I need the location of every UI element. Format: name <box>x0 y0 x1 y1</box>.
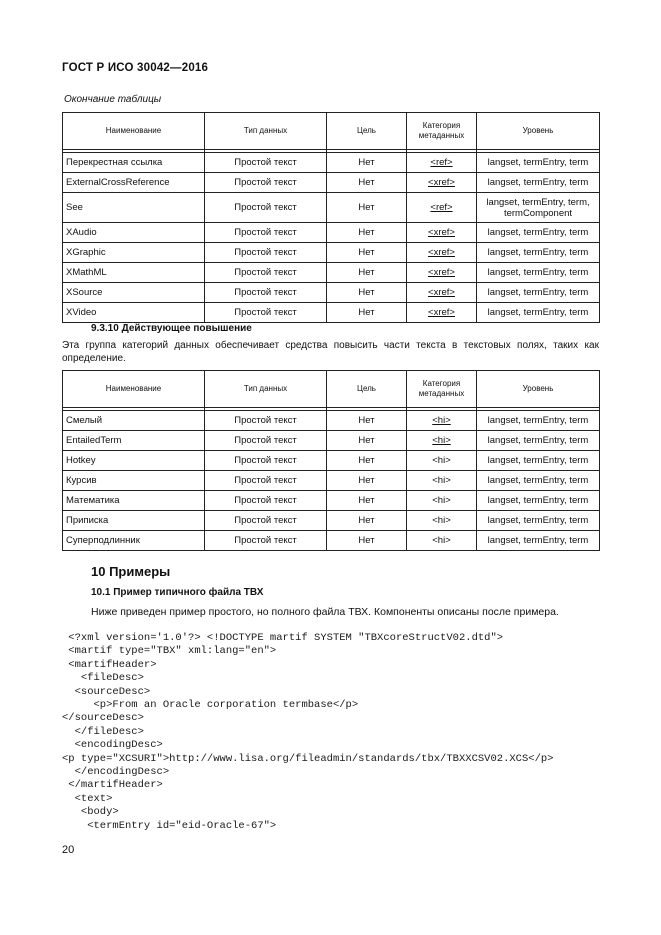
cell-category <box>407 243 477 263</box>
col-header-type: Тип данных <box>205 113 327 150</box>
section-9-3-10-text: Эта группа категорий данных обеспечивает средства повысить части текста в текстовых полях, таких как определение. <box>62 340 599 364</box>
category-link: <xref> <box>428 227 455 238</box>
code-line: </encodingDesc> <box>62 766 170 778</box>
table-continuation-note: Окончание таблицы <box>64 94 162 105</box>
category-link: <hi> <box>432 415 451 426</box>
cell-level: langset, termEntry, term <box>477 431 600 451</box>
table-header-row <box>63 371 600 408</box>
cell-name: XVideo <box>63 303 205 323</box>
cell-name: XGraphic <box>63 243 205 263</box>
table-row <box>63 531 600 551</box>
cell-name: Приписка <box>63 511 205 531</box>
cell-level: langset, termEntry, term <box>477 283 600 303</box>
cell-name: Смелый <box>63 411 205 431</box>
table-row <box>63 153 600 173</box>
cell-category <box>407 153 477 173</box>
cell-name: Математика <box>63 491 205 511</box>
category-link: <ref> <box>430 202 453 213</box>
cell-category <box>407 431 477 451</box>
cell-target: Нет <box>327 243 407 263</box>
cell-name: See <box>63 193 205 223</box>
section-10-1-text: Ниже приведен пример простого, но полного файла ТВХ. Компоненты описаны после примера. <box>91 606 559 618</box>
cell-name: ExternalCrossReference <box>63 173 205 193</box>
code-line: <termEntry id="eid-Oracle-67"> <box>62 819 277 832</box>
section-10-1-title: 10.1 Пример типичного файла ТВХ <box>91 587 264 598</box>
cell-category <box>407 223 477 243</box>
cell-level: langset, termEntry, term <box>477 511 600 531</box>
table-row <box>63 243 600 263</box>
categories-table-1 <box>62 112 600 323</box>
cell-type: Простой текст <box>205 531 327 551</box>
cell-level: langset, termEntry, term <box>477 173 600 193</box>
cell-target: Нет <box>327 303 407 323</box>
cell-type: Простой текст <box>205 411 327 431</box>
cell-level: langset, termEntry, term <box>477 303 600 323</box>
table-row <box>63 431 600 451</box>
cell-name: XSource <box>63 283 205 303</box>
cell-category <box>407 283 477 303</box>
col-header-name: Наименование <box>63 371 205 408</box>
cell-target: Нет <box>327 173 407 193</box>
code-line: <p>From an Oracle corporation termbase</p> <box>62 699 359 711</box>
cell-type: Простой текст <box>205 193 327 223</box>
table-row <box>63 223 600 243</box>
cell-category <box>407 411 477 431</box>
cell-target: Нет <box>327 531 407 551</box>
cell-type: Простой текст <box>205 243 327 263</box>
table-row <box>63 283 600 303</box>
code-line: <martif type="TBX" xml:lang="en"> <box>62 645 277 658</box>
cell-level: langset, termEntry, term <box>477 451 600 471</box>
table-header-row <box>63 113 600 150</box>
cell-type: Простой текст <box>205 303 327 323</box>
cell-level: langset, termEntry, term <box>477 223 600 243</box>
cell-target: Нет <box>327 263 407 283</box>
cell-name: Суперподлинник <box>63 531 205 551</box>
cell-level: langset, termEntry, term <box>477 491 600 511</box>
cell-type: Простой текст <box>205 451 327 471</box>
cell-category: <hi> <box>407 491 477 511</box>
category-link: <xref> <box>428 247 455 258</box>
cell-level: langset, termEntry, term <box>477 243 600 263</box>
code-line: <encodingDesc> <box>62 739 163 752</box>
cell-name: XMathML <box>63 263 205 283</box>
col-header-level: Уровень <box>477 371 600 408</box>
table-row <box>63 491 600 511</box>
cell-category: <hi> <box>407 531 477 551</box>
cell-name: Перекрестная ссылка <box>63 153 205 173</box>
code-line: <martifHeader> <box>62 658 157 671</box>
cell-target: Нет <box>327 223 407 243</box>
category-link: <xref> <box>428 287 455 298</box>
cell-level: langset, termEntry, term <box>477 471 600 491</box>
category-link: <ref> <box>430 157 453 168</box>
cell-type: Простой текст <box>205 173 327 193</box>
table-row <box>63 303 600 323</box>
page-number: 20 <box>62 844 75 856</box>
cell-name: Курсив <box>63 471 205 491</box>
cell-type: Простой текст <box>205 153 327 173</box>
cell-category: <hi> <box>407 471 477 491</box>
col-header-target: Цель <box>327 371 407 408</box>
code-line: <p type="XCSURI">http://www.lisa.org/fileadmin/standards/tbx/TBXXCSV02.XCS</p> <box>62 752 554 765</box>
cell-target: Нет <box>327 411 407 431</box>
cell-type: Простой текст <box>205 471 327 491</box>
table-row <box>63 451 600 471</box>
cell-category <box>407 303 477 323</box>
cell-type: Простой текст <box>205 511 327 531</box>
table-row <box>63 511 600 531</box>
categories-table-2 <box>62 370 600 551</box>
code-line: <text> <box>62 792 113 805</box>
code-line: </sourceDesc> <box>62 712 144 725</box>
category-link: <xref> <box>428 267 455 278</box>
cell-target: Нет <box>327 431 407 451</box>
cell-target: Нет <box>327 451 407 471</box>
col-header-level: Уровень <box>477 113 600 150</box>
cell-name: EntailedTerm <box>63 431 205 451</box>
cell-level: langset, termEntry, term <box>477 153 600 173</box>
cell-type: Простой текст <box>205 263 327 283</box>
cell-level: langset, termEntry, term <box>477 411 600 431</box>
cell-category <box>407 173 477 193</box>
cell-category <box>407 263 477 283</box>
code-line: <sourceDesc> <box>62 685 151 698</box>
col-header-type: Тип данных <box>205 371 327 408</box>
code-line: <body> <box>62 806 119 819</box>
table-row <box>63 471 600 491</box>
section-9-3-10-title: 9.3.10 Действующее повышение <box>91 323 252 334</box>
cell-target: Нет <box>327 283 407 303</box>
cell-target: Нет <box>327 153 407 173</box>
cell-level: langset, termEntry, term <box>477 531 600 551</box>
category-link: <xref> <box>428 177 455 188</box>
col-header-category: Категория метаданных <box>407 371 477 408</box>
section-10-title: 10 Примеры <box>91 564 171 579</box>
cell-category: <hi> <box>407 451 477 471</box>
document-header: ГОСТ Р ИСО 30042—2016 <box>62 62 209 74</box>
cell-target: Нет <box>327 491 407 511</box>
cell-category: <hi> <box>407 511 477 531</box>
cell-type: Простой текст <box>205 491 327 511</box>
cell-target: Нет <box>327 511 407 531</box>
table-row <box>63 411 600 431</box>
col-header-name: Наименование <box>63 113 205 150</box>
code-line: </fileDesc> <box>62 725 144 738</box>
cell-target: Нет <box>327 471 407 491</box>
table-row <box>63 263 600 283</box>
category-link: <hi> <box>432 435 451 446</box>
code-line: </martifHeader> <box>62 779 163 792</box>
cell-name: Hotkey <box>63 451 205 471</box>
cell-level: langset, termEntry, term, termComponent <box>477 193 600 223</box>
table-row <box>63 193 600 223</box>
code-line: <fileDesc> <box>62 672 144 685</box>
cell-level: langset, termEntry, term <box>477 263 600 283</box>
cell-category <box>407 193 477 223</box>
cell-target: Нет <box>327 193 407 223</box>
cell-type: Простой текст <box>205 223 327 243</box>
cell-type: Простой текст <box>205 283 327 303</box>
code-line: <?xml version='1.0'?> <!DOCTYPE martif SYSTEM "TBXcoreStructV02.dtd"> <box>62 632 504 644</box>
table-row <box>63 173 600 193</box>
category-link: <xref> <box>428 307 455 318</box>
cell-type: Простой текст <box>205 431 327 451</box>
cell-name: XAudio <box>63 223 205 243</box>
col-header-target: Цель <box>327 113 407 150</box>
col-header-category: Категория метаданных <box>407 113 477 150</box>
